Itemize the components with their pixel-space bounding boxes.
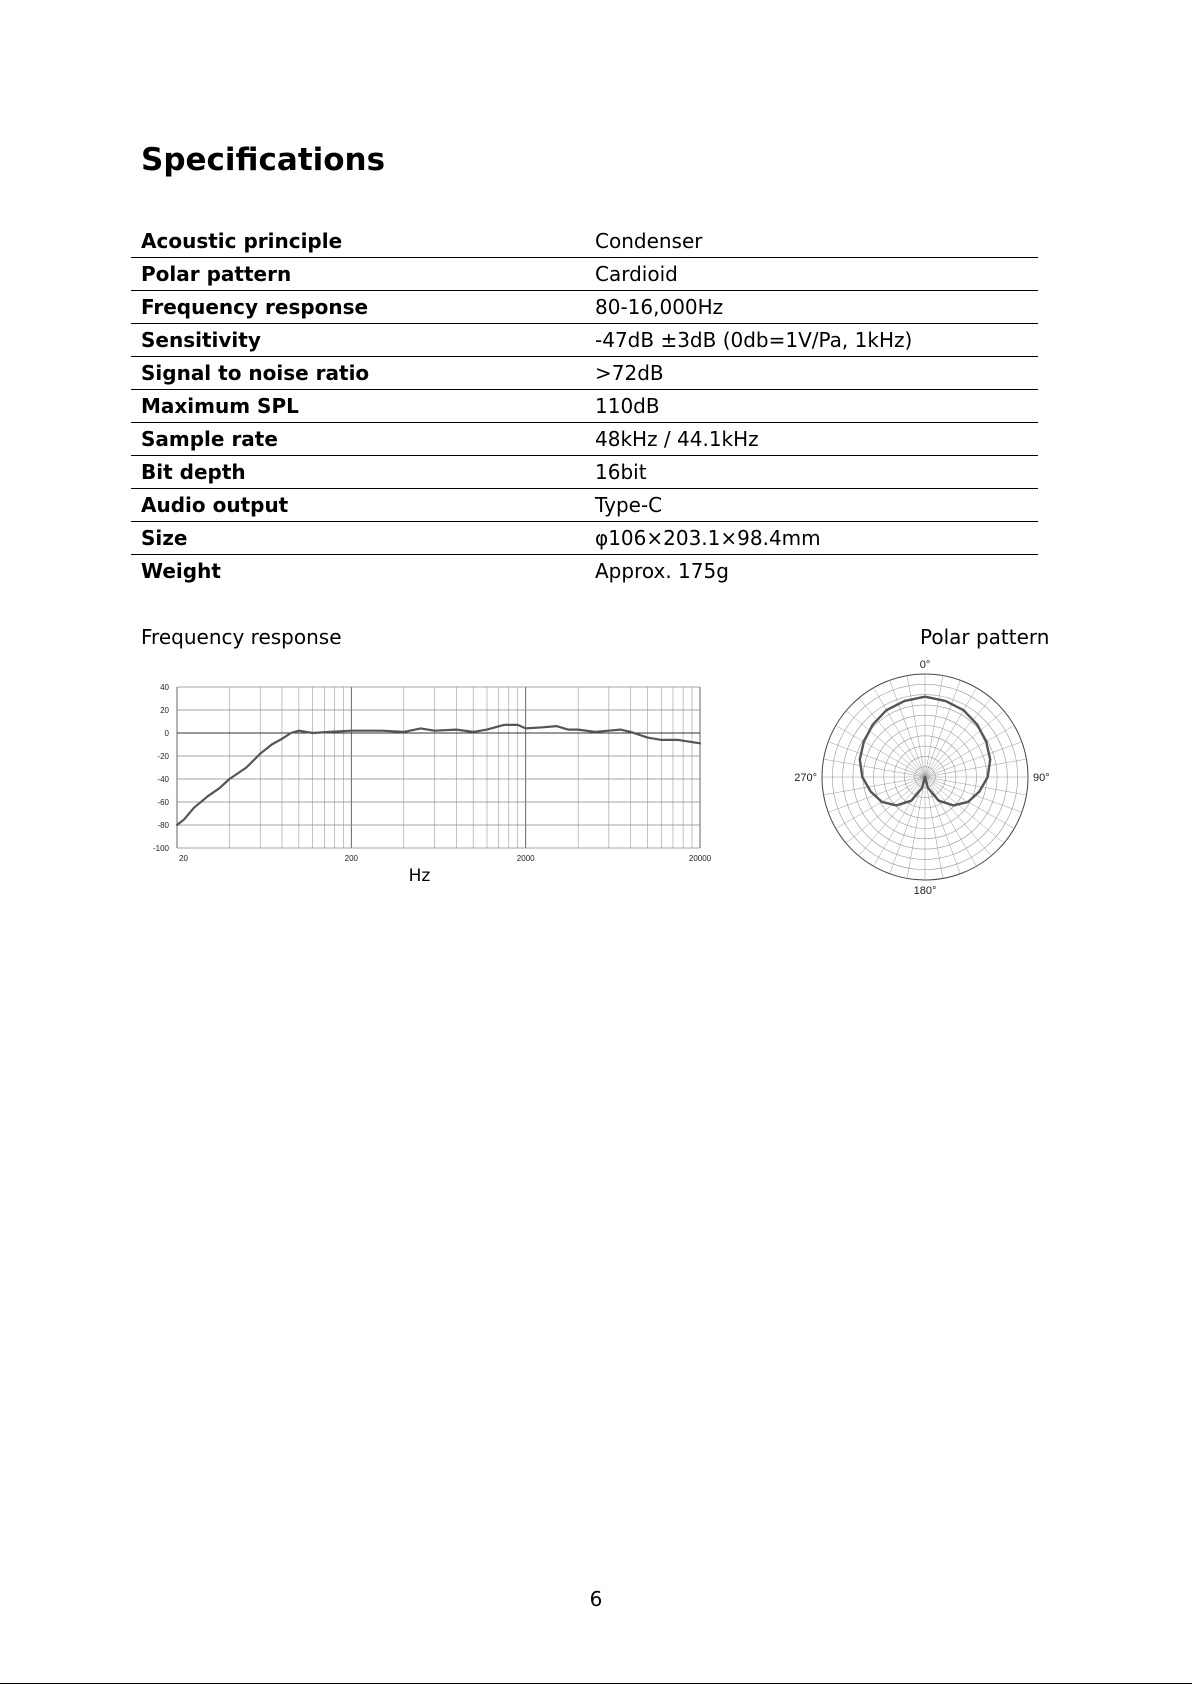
spec-label: Sensitivity <box>141 328 261 352</box>
frequency-response-caption: Frequency response <box>141 625 342 649</box>
x-axis-label: Hz <box>408 866 431 886</box>
frequency-response-chart <box>140 670 720 890</box>
angle-label: 180° <box>913 885 937 897</box>
x-tick-label: 200 <box>344 854 359 863</box>
spec-label: Audio output <box>141 493 289 517</box>
spec-label: Acoustic principle <box>141 229 343 253</box>
spec-value: Type-C <box>595 493 663 517</box>
spec-value: 110dB <box>595 394 660 418</box>
spec-label: Size <box>141 526 188 550</box>
spec-label: Maximum SPL <box>141 394 299 418</box>
spec-label: Weight <box>141 559 221 583</box>
y-tick-label: 20 <box>160 706 169 715</box>
spec-label: Frequency response <box>141 295 369 319</box>
polar-pattern-caption: Polar pattern <box>920 625 1050 649</box>
table-row <box>131 324 1038 357</box>
spec-label: Bit depth <box>141 460 246 484</box>
x-tick-label: 2000 <box>516 854 535 863</box>
page-number: 6 <box>589 1587 603 1611</box>
y-tick-label: 40 <box>160 683 169 692</box>
frequency-response-line <box>177 725 700 825</box>
y-tick-label: -60 <box>157 798 169 807</box>
y-tick-label: 0 <box>164 729 169 738</box>
specifications-table <box>131 225 1038 587</box>
table-row <box>131 291 1038 324</box>
table-row <box>131 258 1038 291</box>
table-row <box>131 555 1038 588</box>
table-row <box>131 423 1038 456</box>
angle-label: 0° <box>919 659 931 671</box>
spec-value: >72dB <box>595 361 664 385</box>
spec-value: φ106×203.1×98.4mm <box>595 526 821 550</box>
spec-label: Polar pattern <box>141 262 292 286</box>
page-bottom-rule <box>0 1683 1192 1684</box>
spec-label: Sample rate <box>141 427 278 451</box>
y-tick-label: -20 <box>157 752 169 761</box>
table-row <box>131 522 1038 555</box>
x-tick-label: 20000 <box>688 854 712 863</box>
table-row <box>131 456 1038 489</box>
spec-value: 16bit <box>595 460 647 484</box>
polar-pattern-chart <box>780 655 1060 905</box>
y-tick-label: -80 <box>157 821 169 830</box>
spec-value: -47dB ±3dB (0db=1V/Pa, 1kHz) <box>595 328 913 352</box>
chart-grid <box>177 687 700 848</box>
spec-value: 80-16,000Hz <box>595 295 724 319</box>
spec-value: 48kHz / 44.1kHz <box>595 427 759 451</box>
spec-value: Approx. 175g <box>595 559 729 583</box>
table-row <box>131 489 1038 522</box>
spec-label: Signal to noise ratio <box>141 361 370 385</box>
y-tick-label: -40 <box>157 775 169 784</box>
spec-value: Condenser <box>595 229 703 253</box>
table-row <box>131 357 1038 390</box>
angle-label: 90° <box>1033 772 1050 784</box>
y-tick-label: -100 <box>152 844 169 853</box>
table-row <box>131 390 1038 423</box>
x-tick-label: 20 <box>179 854 188 863</box>
angle-label: 270° <box>794 772 817 784</box>
page-title: Specifications <box>141 142 386 178</box>
spec-value: Cardioid <box>595 262 678 286</box>
table-row <box>131 225 1038 258</box>
